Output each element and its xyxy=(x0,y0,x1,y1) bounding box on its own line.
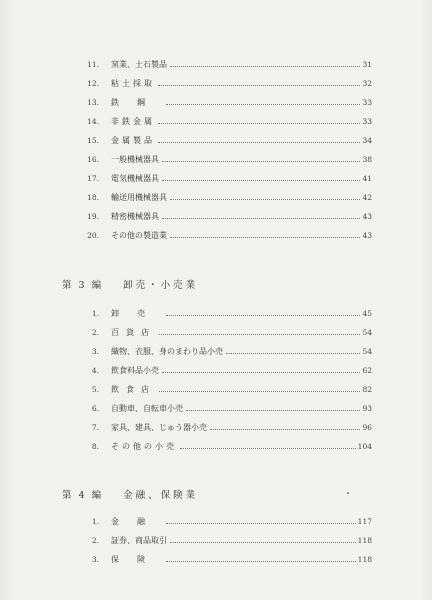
dot-leader xyxy=(170,237,360,238)
entry-number: 6. xyxy=(91,404,99,413)
entry-title: 証券、商品取引 xyxy=(111,536,167,545)
entry-title: その他の製造業 xyxy=(111,231,167,240)
entry-title: 百貨店 xyxy=(111,328,156,337)
toc-entry xyxy=(0,116,432,128)
dot-leader xyxy=(166,523,356,524)
dot-leader xyxy=(210,429,360,430)
toc-entry xyxy=(0,154,432,166)
dot-leader xyxy=(166,315,360,316)
toc-entry xyxy=(0,78,432,90)
toc-entry xyxy=(0,516,432,528)
entry-title: 織物、衣服、身のまわり品小売 xyxy=(111,347,223,356)
entry-number: 18. xyxy=(87,193,99,202)
entry-page: 45 xyxy=(362,309,372,318)
entry-title: 電気機械器具 xyxy=(111,174,159,183)
entry-number: 15. xyxy=(87,136,99,145)
entry-number: 2. xyxy=(91,536,99,545)
entry-page: 31 xyxy=(362,60,372,69)
dot-leader xyxy=(166,561,356,562)
entry-page: 42 xyxy=(362,193,372,202)
entry-page: 93 xyxy=(362,404,372,413)
entry-number: 20. xyxy=(87,231,99,240)
dot-leader xyxy=(162,372,360,373)
entry-page: 118 xyxy=(357,536,372,545)
section-title: 卸売・小売業 xyxy=(123,280,199,291)
entry-page: 118 xyxy=(357,555,372,564)
entry-title: 粘土採取 xyxy=(111,79,155,88)
entry-title: 自動車、自転車小売 xyxy=(111,404,183,413)
entry-number: 19. xyxy=(87,212,99,221)
entry-page: 82 xyxy=(362,385,372,394)
entry-title: 保険 xyxy=(111,555,163,564)
entry-title: 非鉄金属 xyxy=(111,117,155,126)
dot-leader xyxy=(226,353,360,354)
dot-leader xyxy=(170,199,360,200)
entry-number: 2. xyxy=(91,328,99,337)
section-heading xyxy=(62,486,198,502)
page-speck xyxy=(347,492,349,494)
toc-entry xyxy=(0,384,432,396)
section-label: 第 3 編 xyxy=(62,280,104,291)
section-label: 第 4 編 xyxy=(62,490,104,501)
entry-page: 62 xyxy=(362,366,372,375)
entry-page: 33 xyxy=(362,98,372,107)
toc-entry xyxy=(0,135,432,147)
entry-page: 104 xyxy=(357,442,372,451)
toc-entry xyxy=(0,365,432,377)
dot-leader xyxy=(162,218,360,219)
entry-number: 7. xyxy=(91,423,99,432)
entry-page: 96 xyxy=(362,423,372,432)
entry-page: 54 xyxy=(362,328,372,337)
toc-entry xyxy=(0,173,432,185)
entry-page: 32 xyxy=(362,79,372,88)
entry-number: 13. xyxy=(87,98,99,107)
entry-title: 窯業、土石製品 xyxy=(111,60,167,69)
toc-entry xyxy=(0,59,432,71)
toc-entry xyxy=(0,403,432,415)
entry-number: 4. xyxy=(91,366,99,375)
entry-number: 3. xyxy=(91,555,99,564)
entry-title: 鉄鋼 xyxy=(111,98,163,107)
dot-leader xyxy=(158,85,360,86)
dot-leader xyxy=(170,66,360,67)
dot-leader xyxy=(158,142,360,143)
toc-entry xyxy=(0,535,432,547)
entry-number: 11. xyxy=(87,60,99,69)
entry-title: 家具、建具、じゅう器小売 xyxy=(111,423,207,432)
entry-number: 12. xyxy=(87,79,99,88)
dot-leader xyxy=(166,104,360,105)
dot-leader xyxy=(170,542,356,543)
entry-number: 17. xyxy=(87,174,99,183)
dot-leader xyxy=(159,391,360,392)
dot-leader xyxy=(162,180,360,181)
entry-page: 34 xyxy=(362,136,372,145)
toc-entry xyxy=(0,346,432,358)
entry-page: 43 xyxy=(362,231,372,240)
entry-page: 43 xyxy=(362,212,372,221)
section-heading xyxy=(62,276,198,292)
toc-entry xyxy=(0,192,432,204)
toc-entry xyxy=(0,308,432,320)
toc-entry xyxy=(0,327,432,339)
entry-page: 38 xyxy=(362,155,372,164)
entry-title: 卸売 xyxy=(111,309,163,318)
toc-entry xyxy=(0,441,432,453)
entry-title: 金融 xyxy=(111,517,163,526)
entry-title: 飲食料品小売 xyxy=(111,366,159,375)
toc-entry xyxy=(0,422,432,434)
entry-number: 16. xyxy=(87,155,99,164)
entry-page: 33 xyxy=(362,117,372,126)
dot-leader xyxy=(159,334,360,335)
entry-page: 41 xyxy=(362,174,372,183)
toc-entry xyxy=(0,97,432,109)
toc-entry xyxy=(0,230,432,242)
entry-title: 金属製品 xyxy=(111,136,155,145)
toc-entry xyxy=(0,554,432,566)
entry-title: 一般機械器具 xyxy=(111,155,159,164)
entry-title: その他の小売 xyxy=(111,442,177,451)
entry-page: 54 xyxy=(362,347,372,356)
dot-leader xyxy=(186,410,360,411)
entry-number: 1. xyxy=(91,309,99,318)
entry-number: 1. xyxy=(91,517,99,526)
section-title: 金融、保険業 xyxy=(123,490,199,501)
dot-leader xyxy=(180,448,356,449)
entry-number: 14. xyxy=(87,117,99,126)
entry-title: 輸送用機械器具 xyxy=(111,193,167,202)
entry-number: 3. xyxy=(91,347,99,356)
entry-number: 5. xyxy=(91,385,99,394)
entry-number: 8. xyxy=(91,442,99,451)
dot-leader xyxy=(158,123,360,124)
entry-title: 精密機械器具 xyxy=(111,212,159,221)
entry-title: 飲食店 xyxy=(111,385,156,394)
dot-leader xyxy=(162,161,360,162)
toc-entry xyxy=(0,211,432,223)
entry-page: 117 xyxy=(357,517,372,526)
